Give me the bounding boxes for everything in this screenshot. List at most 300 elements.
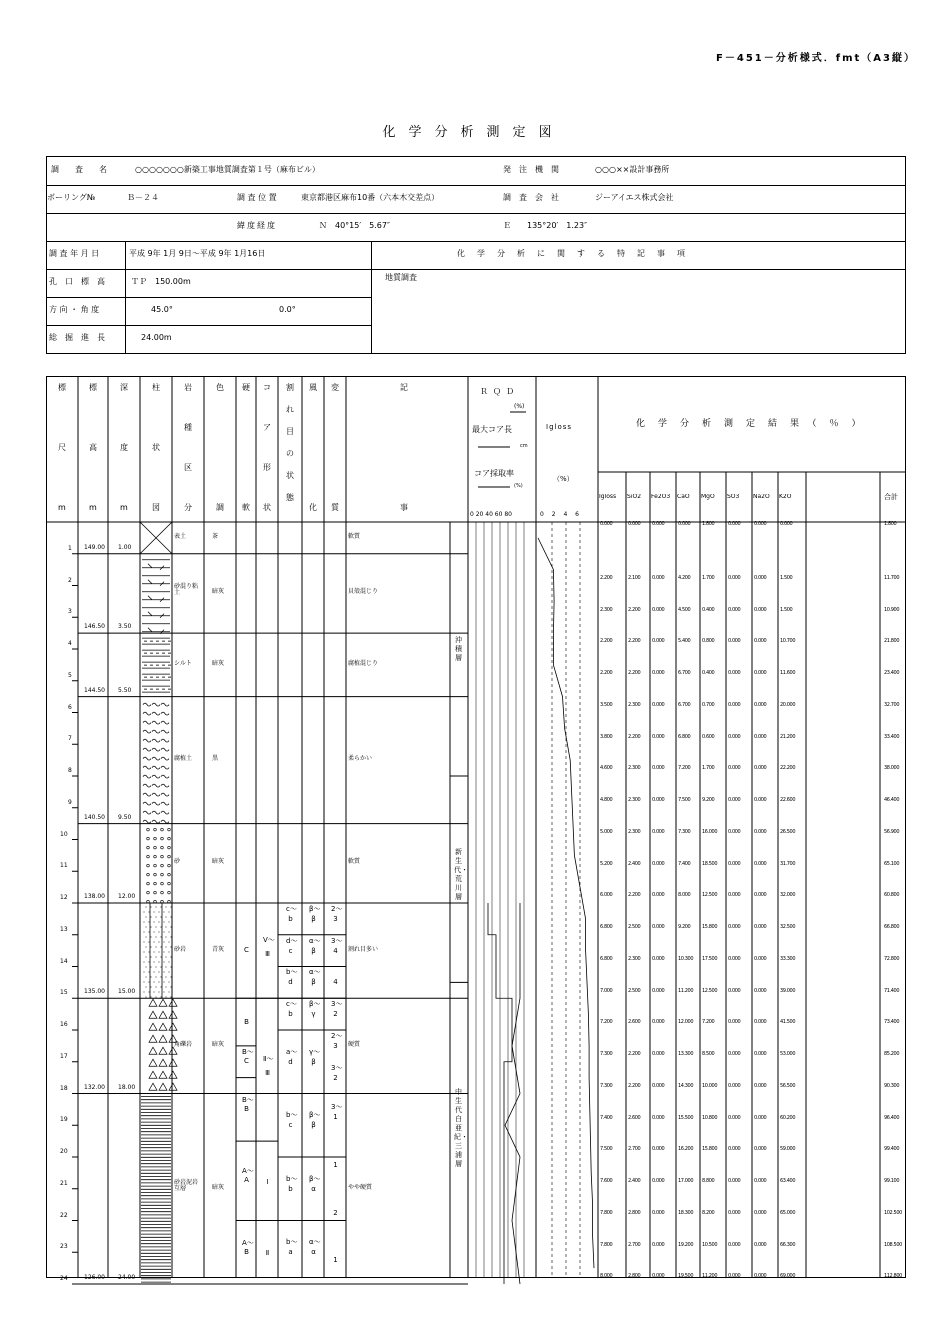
header-elev-0: 標 [89,383,97,392]
layer-rock: 腐植土 [174,755,193,763]
chem-value: 65.100 [884,860,900,867]
chem-value: 2.700 [628,1146,641,1153]
chem-value: 7.300 [600,1051,613,1058]
chem-value: 63.400 [780,1178,796,1185]
header-rock-3: 分 [184,503,192,512]
chem-value: 2.500 [628,924,641,931]
weathering-value: β〜β [309,1111,321,1130]
alteration-value: 1 [333,1160,338,1169]
chem-value: 0.000 [728,860,741,867]
header-weather-1: 化 [309,503,317,512]
chem-value: 0.000 [754,765,767,772]
scale-mark: 14 [60,957,68,965]
header-scale-0: 標 [58,383,66,392]
chem-value: 7.200 [678,765,691,772]
layer-elev: 146.50 [84,623,105,631]
chem-value: 0.000 [652,574,665,581]
chem-value: 1.800 [884,521,897,527]
scale-mark: 11 [60,862,68,870]
layer-desc: やや硬質 [348,1183,373,1191]
chem-value: 15.500 [678,1114,694,1121]
latlon-label: 緯度経度 [237,221,277,230]
chem-head-6: Na2O [753,494,770,500]
scale-mark: 8 [68,767,72,774]
chem-value: 9.200 [678,924,691,931]
chem-value: 6.800 [600,955,613,962]
chem-value: 71.400 [884,987,900,994]
header-hard-0: 硬 [242,383,250,392]
chem-value: 2.400 [628,1178,641,1185]
chem-value: 2.200 [628,638,641,645]
chem-value: 0.000 [754,1146,767,1153]
date: 平成 9年 1月 9日～平成 9年 1月16日 [129,249,266,258]
chem-value: 8.500 [702,1051,715,1058]
chem-value: 53.000 [780,1051,796,1058]
location-label: 調 査 位 置 [237,193,277,202]
chem-value: 39.000 [780,987,796,994]
core-value: Ⅱ [265,1249,270,1258]
chem-value: 10.300 [678,955,694,962]
chem-value: 8.800 [702,1178,715,1185]
chem-value: 4.600 [600,765,613,772]
header-core-0: コ [263,383,271,392]
chem-value: 5.400 [678,638,691,645]
results-title: 化 学 分 析 測 定 結 果 （ ％ ） [636,419,863,429]
chem-value: 10.800 [702,1114,718,1121]
scale-mark: 17 [60,1052,68,1060]
scale-mark: 5 [68,671,72,679]
chem-value: 6.700 [678,670,691,677]
layer-desc: 貝殻混じり [348,588,379,596]
chem-value: 23.400 [884,670,900,677]
chem-value: 17.000 [678,1178,694,1185]
chem-value: 0.000 [728,1241,741,1248]
hardness-value: B〜C [242,1048,254,1066]
chem-value: 72.800 [884,955,900,962]
header-fract-0: 割 [286,383,294,392]
chem-value: 66.300 [780,1241,796,1248]
chem-value: 0.400 [702,606,715,613]
latitude: Ｎ 40°15′ 5.67″ [319,221,390,230]
scale-mark: 7 [68,735,72,743]
scale-mark: 9 [68,798,72,806]
chem-value: 2.300 [628,797,641,804]
chem-value: 0.000 [652,765,665,772]
scale-mark: 21 [60,1179,68,1187]
header-hard-1: 軟 [242,503,250,512]
layer-color: 暗灰 [212,659,225,667]
layer-elev: 132.00 [84,1083,105,1091]
chem-value: 32.000 [780,892,796,899]
scale-mark: 3 [68,608,72,616]
chem-value: 2.800 [628,1209,641,1216]
chem-value: 10.900 [884,606,900,613]
layer-depth: 15.00 [118,988,136,996]
chem-value: 7.300 [678,828,691,835]
fracture-value: b〜c [286,1111,298,1130]
chem-value: 2.200 [628,1082,641,1089]
chem-value: 0.000 [754,606,767,613]
chem-value: 0.000 [754,1114,767,1121]
chem-value: 2.300 [628,765,641,772]
chem-value: 2.700 [628,1241,641,1248]
chem-head-7: K2O [779,494,792,500]
chem-value: 65.000 [780,1209,796,1216]
chem-value: 3.800 [600,733,613,740]
layer-desc: 腐植混じり [348,659,379,667]
chem-value: 7.000 [600,987,613,994]
chem-value: 2.300 [628,955,641,962]
chem-value: 8.200 [702,1209,715,1216]
chem-value: 0.000 [678,521,691,527]
scale-mark: 19 [60,1116,68,1124]
chem-value: 0.000 [754,797,767,804]
chem-value: 0.000 [652,1114,665,1121]
chem-value: 0.000 [728,924,741,931]
chem-value: 0.000 [652,670,665,677]
layer-rock: 表土 [174,532,187,540]
chem-value: 4.500 [678,606,691,613]
layer-depth: 18.00 [118,1083,136,1091]
chem-value: 2.100 [628,574,641,581]
chem-value: 7.500 [600,1146,613,1153]
chem-head-3: CaO [677,494,690,500]
alteration-value: 3〜1 [331,1103,343,1122]
layer-rock: 砂 [174,858,181,866]
chem-value: 2.600 [628,1019,641,1026]
chem-value: 10.500 [702,1241,718,1248]
longitude: Ｅ 135°20′ 1.23″ [503,221,588,230]
header-core-3: 状 [263,503,271,512]
layer-rock: シルト [174,659,192,667]
scale-mark: 18 [60,1084,68,1092]
chem-value: 6.800 [678,733,691,740]
chem-value: 0.000 [754,924,767,931]
weathering-value: β〜α [309,1174,321,1193]
chem-value: 0.000 [652,1051,665,1058]
chem-value: 10.000 [702,1082,718,1089]
header-scale-2: m [58,503,66,512]
chem-value: 66.800 [884,924,900,931]
chem-value: 99.400 [884,1146,900,1153]
hardness-value: A〜A [242,1167,254,1185]
chem-value: 0.000 [754,1241,767,1248]
chem-value: 11.200 [702,1273,718,1280]
chem-value: 11.200 [678,987,694,994]
chem-value: 0.000 [754,987,767,994]
layer-elev: 135.00 [84,988,105,996]
chem-value: 17.500 [702,955,718,962]
chem-value: 0.000 [728,1019,741,1026]
header-color-0: 色 [216,383,224,392]
scale-mark: 22 [60,1211,68,1219]
layer-color: 暗灰 [212,588,225,596]
chem-value: 0.000 [728,987,741,994]
scale-mark: 10 [60,830,68,838]
chem-value: 7.200 [702,1019,715,1026]
layer-elev: 126.00 [84,1274,105,1281]
chem-value: 0.000 [652,1146,665,1153]
boring-no: Ｂ－２４ [127,193,159,202]
rqd-label: ＲＱＤ [480,387,519,396]
chem-value: 0.000 [652,701,665,708]
chem-value: 7.800 [600,1209,613,1216]
header-desc-0: 記 [400,383,408,392]
chem-value: 2.200 [600,574,613,581]
chem-value: 1.500 [780,606,793,613]
alteration-value: 3〜4 [331,936,343,955]
chem-value: 0.000 [754,521,767,527]
chem-value: 18.300 [678,1209,694,1216]
chem-value: 0.000 [652,638,665,645]
chem-value: 16.000 [702,828,718,835]
chem-value: 0.000 [728,1146,741,1153]
chem-value: 38.000 [884,765,900,772]
chem-value: 0.000 [728,955,741,962]
chem-value: 0.000 [728,765,741,772]
header-rock-0: 岩 [184,383,192,392]
chem-value: 0.000 [754,1051,767,1058]
layer-color: 暗灰 [212,858,225,866]
chem-value: 0.000 [652,955,665,962]
chem-value: 12.500 [702,892,718,899]
chem-value: 6.000 [600,892,613,899]
chem-value: 7.600 [600,1178,613,1185]
header-fract-1: れ [286,405,294,414]
core-value: Ⅴ〜Ⅲ [263,935,275,958]
chem-value: 0.000 [728,670,741,677]
chem-value: 59.000 [780,1146,796,1153]
layer-desc: 軟質 [348,532,361,540]
layer-color: 茶 [212,532,219,540]
fracture-value: b〜b [286,1174,298,1193]
header-weather-0: 風 [309,383,317,392]
chem-head-4: MgO [701,494,715,500]
columnar-log [140,522,177,1282]
layer-depth: 24.00 [118,1274,136,1281]
header-log-1: 状 [152,443,160,452]
scale-mark: 6 [68,703,72,711]
chem-value: 0.000 [600,521,613,527]
elev-label: 孔 口 標 高 [49,277,105,286]
layer-depth: 12.00 [118,893,136,900]
layer-rock: 砂岩 [174,945,187,953]
dir: 45.0° [151,305,173,314]
chem-value: 0.000 [652,828,665,835]
layer-rock: 砂混り粘土 [174,583,199,597]
chem-value: 3.500 [600,701,613,708]
weathering-value: α〜β [309,968,321,987]
remarks-label: 化 学 分 析 に 関 す る 特 記 事 項 [457,249,687,258]
chem-value: 0.000 [728,892,741,899]
chem-value: 2.200 [628,892,641,899]
igloss-scale: 0 2 4 6 [540,511,582,518]
chem-value: 0.000 [780,521,793,527]
chem-value: 2.500 [628,987,641,994]
chem-value: 14.300 [678,1082,694,1089]
chem-value: 0.000 [628,521,641,527]
angle: 0.0° [279,305,296,314]
chem-value: 26.500 [780,828,796,835]
chem-value: 0.000 [728,1114,741,1121]
chem-value: 0.400 [702,670,715,677]
chem-head-5: SO3 [727,494,740,500]
chem-value: 0.000 [754,955,767,962]
chem-value: 32.500 [780,924,796,931]
layer-elev: 149.00 [84,543,105,551]
survey-name: ○○○○○○○新築工事地質調査第１号（麻布ビル） [135,165,320,174]
layer-desc: 軟質 [348,858,361,866]
weathering-value: β〜γ [309,1000,321,1019]
chem-value: 0.000 [652,1273,665,1280]
header-log-0: 柱 [152,383,160,392]
alteration-value: 1 [333,1256,338,1265]
chem-value: 0.000 [754,1019,767,1026]
chem-value: 0.700 [702,701,715,708]
chem-value: 0.000 [728,638,741,645]
fracture-value: b〜d [286,968,298,987]
chem-value: 0.000 [728,828,741,835]
layer-color: 黒 [212,755,219,763]
header-alter-0: 変 [331,383,339,392]
chem-value: 0.000 [728,1051,741,1058]
alteration-value: 2〜3 [331,1031,343,1050]
fracture-value: c〜b [286,904,297,923]
layer-desc: 割れ目多い [348,945,379,953]
chem-value: 0.000 [652,521,665,527]
layer-color: 暗灰 [212,1183,225,1191]
chem-value: 0.000 [754,828,767,835]
chem-value: 1.700 [702,574,715,581]
chem-value: 2.200 [600,638,613,645]
chem-value: 12.500 [702,987,718,994]
chem-value: 13.300 [678,1051,694,1058]
chem-value: 1.700 [702,765,715,772]
fracture-value: b〜a [286,1238,298,1257]
igloss-unit: （%） [553,475,574,483]
chem-value: 0.000 [652,1241,665,1248]
chem-value: 6.700 [678,701,691,708]
chem-value: 4.200 [678,574,691,581]
alteration-value: 3〜2 [331,1000,343,1019]
date-label: 調 査 年 月 日 [49,249,100,258]
chem-value: 90.300 [884,1082,900,1089]
alteration-value: 3〜2 [331,1063,343,1082]
chem-head-1: SiO2 [627,494,642,500]
chem-value: 18.500 [702,860,718,867]
chem-value: 0.800 [702,638,715,645]
chem-value: 2.300 [628,828,641,835]
chem-value: 33.300 [780,955,796,962]
recov-label: コア採取率 [474,469,514,478]
alteration-value: 4 [333,978,338,987]
fracture-value: a〜d [286,1047,298,1066]
chem-value: 5.200 [600,860,613,867]
company-label: 調 査 会 社 [503,193,559,202]
header-core-1: ア [263,423,271,432]
chem-value: 7.300 [600,1082,613,1089]
chem-value: 7.800 [600,1241,613,1248]
layer-elev: 144.50 [84,686,105,694]
strata-label: 中生代白亜紀・三浦層 [454,1088,468,1169]
chem-value: 0.000 [652,797,665,804]
chem-value: 32.700 [884,701,900,708]
header-log-2: 図 [152,503,160,512]
weathering-value: β〜β [309,904,321,923]
layer-depth: 1.00 [118,543,132,551]
header-elev-1: 高 [89,443,97,452]
chem-value: 60.800 [884,892,900,899]
chem-value: 0.000 [728,1178,741,1185]
chem-value: 112.800 [884,1273,902,1280]
maxcore-label: 最大コア長 [472,425,512,434]
chem-value: 1.800 [702,521,715,527]
scale-mark: 24 [60,1275,68,1282]
weathering-value: α〜α [309,1238,321,1257]
chem-value: 21.200 [780,733,796,740]
chem-value: 2.200 [628,670,641,677]
layer-depth: 3.50 [118,623,132,631]
layer-depth: 9.50 [118,813,132,821]
chem-value: 11.600 [780,670,796,677]
company: ジーアイエス株式会社 [595,193,674,202]
chem-value: 7.400 [678,860,691,867]
chem-value: 1.500 [780,574,793,581]
chem-value: 0.000 [728,797,741,804]
chem-value: 0.000 [728,606,741,613]
header-depth-1: 度 [120,443,128,452]
chem-value: 0.000 [754,1273,767,1280]
header-alter-1: 質 [331,503,339,512]
chem-value: 0.000 [754,638,767,645]
chem-value: 19.200 [678,1241,694,1248]
chem-value: 0.000 [652,1209,665,1216]
chem-value: 0.000 [728,1209,741,1216]
alteration-value: 2 [333,1208,338,1217]
layer-rock: 砂岩泥岩互層 [174,1178,199,1192]
scale-mark: 15 [60,989,68,997]
chem-value: 4.800 [600,797,613,804]
core-recovery-line [505,903,520,1284]
chem-value: 7.500 [678,797,691,804]
chem-value: 0.000 [652,1019,665,1026]
elev: ＴＰ 150.00m [131,277,191,286]
chem-value: 0.000 [652,924,665,931]
header-desc-1: 事 [400,503,408,512]
layer-desc: 柔らかい [348,755,373,763]
chem-value: 0.000 [728,1273,741,1280]
maxcore-unit: cm [520,443,528,449]
alteration-value: 2〜3 [331,904,343,923]
chem-value: 19.500 [678,1273,694,1280]
chem-value: 12.000 [678,1019,694,1026]
chem-value: 33.400 [884,733,900,740]
chem-value: 7.400 [600,1114,613,1121]
chem-value: 0.000 [728,701,741,708]
chem-value: 73.400 [884,1019,900,1026]
scale-mark: 4 [68,640,72,647]
chem-value: 0.000 [652,1082,665,1089]
chem-value: 7.200 [600,1019,613,1026]
chem-value: 0.000 [652,733,665,740]
chem-value: 108.500 [884,1241,902,1248]
length-label: 総 掘 進 長 [49,333,105,342]
chem-value: 0.000 [652,860,665,867]
dir-label: 方 向 ・ 角 度 [49,305,100,314]
chem-value: 99.100 [884,1178,900,1185]
chem-value: 5.000 [600,828,613,835]
header-depth-2: m [120,503,128,512]
